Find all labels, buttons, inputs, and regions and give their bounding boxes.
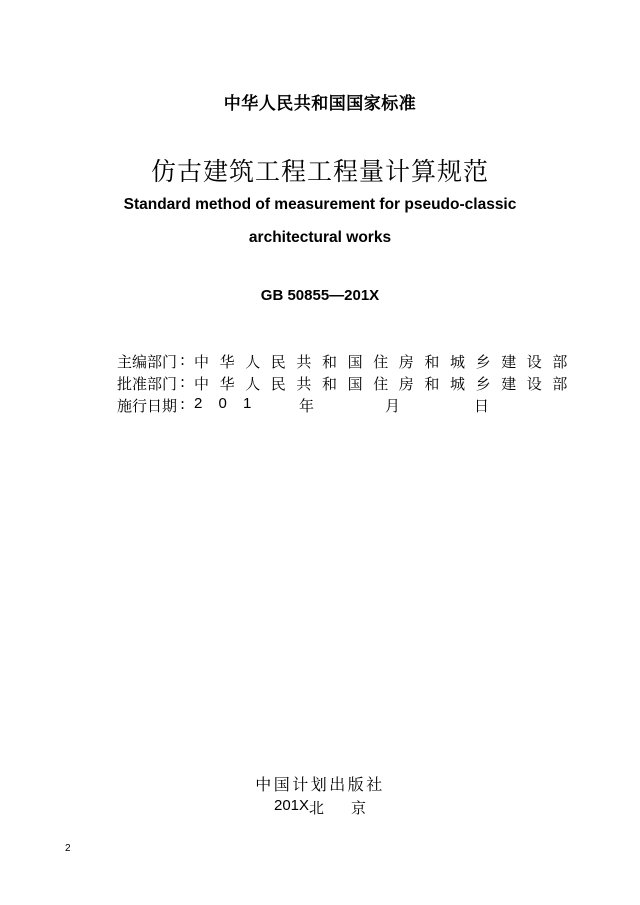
effective-date-colon: : (180, 395, 186, 413)
document-title-english-line2: architectural works (248, 229, 392, 246)
document-title-english-line1: Standard method of measurement for pseudo-classic (123, 196, 517, 213)
page-number: 2 (65, 843, 71, 854)
publication-city-char1: 北 (309, 799, 325, 817)
editor-department-value: 中华人民共和国住房和城乡建设部 (194, 353, 579, 371)
standard-code: GB 50855—201X (260, 287, 380, 304)
approver-department-colon: : (180, 373, 186, 391)
document-title-chinese: 仿古建筑工程工程量计算规范 (150, 157, 489, 186)
editor-department-label: 主编部门 (117, 353, 178, 371)
publication-city-char2: 京 (351, 799, 367, 817)
national-standard-heading: 中华人民共和国国家标准 (223, 94, 417, 114)
approver-department-label: 批准部门 (117, 375, 178, 393)
effective-date-year-prefix: 2 0 1 (194, 395, 258, 412)
publisher-name: 中国计划出版社 (255, 775, 385, 794)
effective-date-month-unit: 月 (385, 397, 401, 415)
approver-department-value: 中华人民共和国住房和城乡建设部 (194, 375, 579, 393)
effective-date-label: 施行日期 (117, 397, 178, 415)
editor-department-colon: : (180, 351, 186, 369)
publication-place-line (0, 797, 640, 817)
effective-date-year-unit: 年 (299, 397, 315, 415)
publication-year: 201X (274, 797, 310, 814)
effective-date-day-unit: 日 (474, 397, 490, 415)
